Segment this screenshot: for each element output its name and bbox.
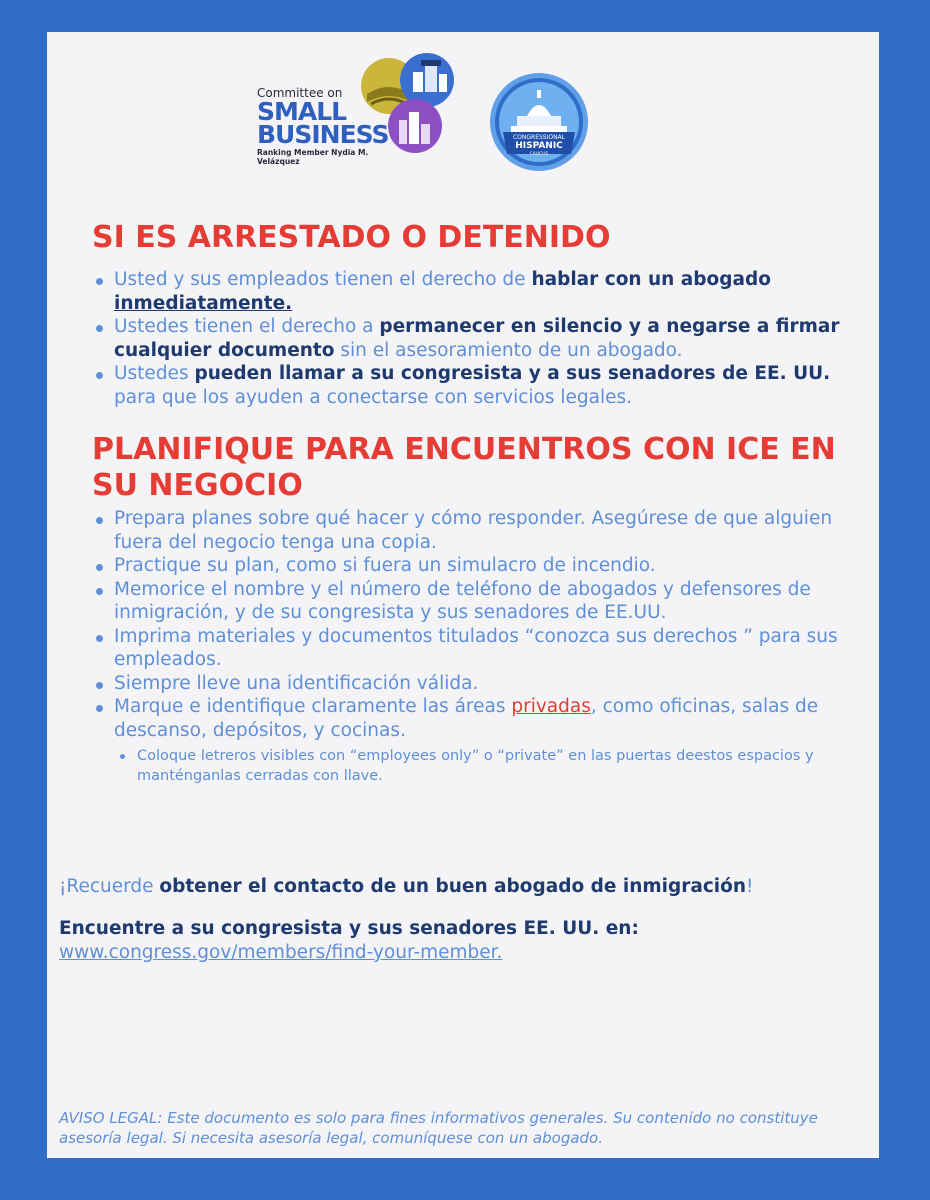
list-item: Memorice el nombre y el número de teléfono de abogados y defensores de inmigración, y de su congresista y sus senadores de EE.UU. (92, 578, 862, 625)
remember-note (59, 876, 869, 897)
list-item-text: Marque e identifique claramente las áreas (114, 696, 512, 717)
list-item-text: Ustedes (114, 363, 195, 384)
committee-circles-icon (355, 50, 465, 160)
list-item-bold-underlined: inmediatamente. (114, 292, 293, 314)
logo-business-word: BUSINESS (257, 120, 389, 149)
flyer-page (47, 32, 879, 1158)
list-item (92, 268, 862, 315)
remember-text-end: ! (746, 876, 754, 897)
arrest-rights-list (92, 268, 862, 409)
list-item-text: para que los ayuden a conectarse con servicios legales. (114, 386, 633, 408)
list-item: Prepara planes sobre qué hacer y cómo responder. Asegúrese de que alguien fuera del negocio tenga una copia. (92, 507, 862, 554)
remember-text: ¡Recuerde (59, 876, 160, 897)
logo-committee-line: Committee on (257, 86, 343, 100)
chc-mid-text: HISPANIC (515, 141, 563, 151)
section-title-plan: PLANIFIQUE PARA ENCUENTROS CON ICE EN SU NEGOCIO (92, 432, 836, 503)
logo-small-word: SMALL (257, 97, 347, 126)
find-member-label: Encuentre a su congresista y sus senadores EE. UU. en: (59, 918, 639, 939)
list-item-bold: hablar con un abogado (531, 269, 771, 290)
list-item-text: Ustedes tienen el derecho a (114, 316, 380, 337)
list-item (92, 695, 862, 742)
list-item: Siempre lleve una identificación válida. (92, 672, 862, 696)
remember-bold: obtener el contacto de un buen abogado de inmigración (159, 876, 747, 897)
list-item-text: Usted y sus empleados tienen el derecho de (114, 269, 532, 290)
list-item-text: sin el asesoramiento de un abogado. (334, 339, 683, 361)
logo-row (257, 46, 657, 166)
list-item (92, 362, 862, 409)
legal-disclaimer: AVISO LEGAL: Este documento es solo para fines informativos generales. Su contenido no constituye asesoría legal. Si necesita asesoría legal, comuníquese con un abogado. (59, 1109, 818, 1147)
chc-bot-text: CAUCUS (529, 152, 549, 157)
logo-ranking-member: Ranking Member Nydia M. Velázquez (257, 148, 369, 166)
list-item: Practique su plan, como si fuera un simulacro de incendio. (92, 554, 862, 578)
list-item-bold: pueden llamar a su congresista y a sus senadores de EE. UU. (194, 363, 831, 384)
section-title-arrest: SI ES ARRESTADO O DETENIDO (92, 220, 611, 255)
congressional-hispanic-caucus-logo (489, 72, 589, 172)
sub-list-item: Coloque letreros visibles con “employees only” o “private” en las puertas deestos espacios y manténganlas cerradas con llave. (92, 746, 862, 786)
list-item: Imprima materiales y documentos titulados “conozca sus derechos ” para sus empleados. (92, 625, 862, 672)
find-member-link[interactable]: www.congress.gov/members/find-your-member. (59, 942, 503, 963)
list-item (92, 315, 862, 362)
small-business-committee-logo (257, 46, 457, 166)
ice-plan-list (92, 507, 862, 786)
list-item-text: , como oficinas, salas de descanso, depósitos, y cocinas. (114, 696, 819, 741)
chc-top-text: CONGRESSIONAL (512, 134, 566, 141)
privadas-link[interactable]: privadas (511, 696, 591, 717)
list-item-bold: permanecer en silencio y a negarse a firmar cualquier documento (114, 316, 840, 361)
